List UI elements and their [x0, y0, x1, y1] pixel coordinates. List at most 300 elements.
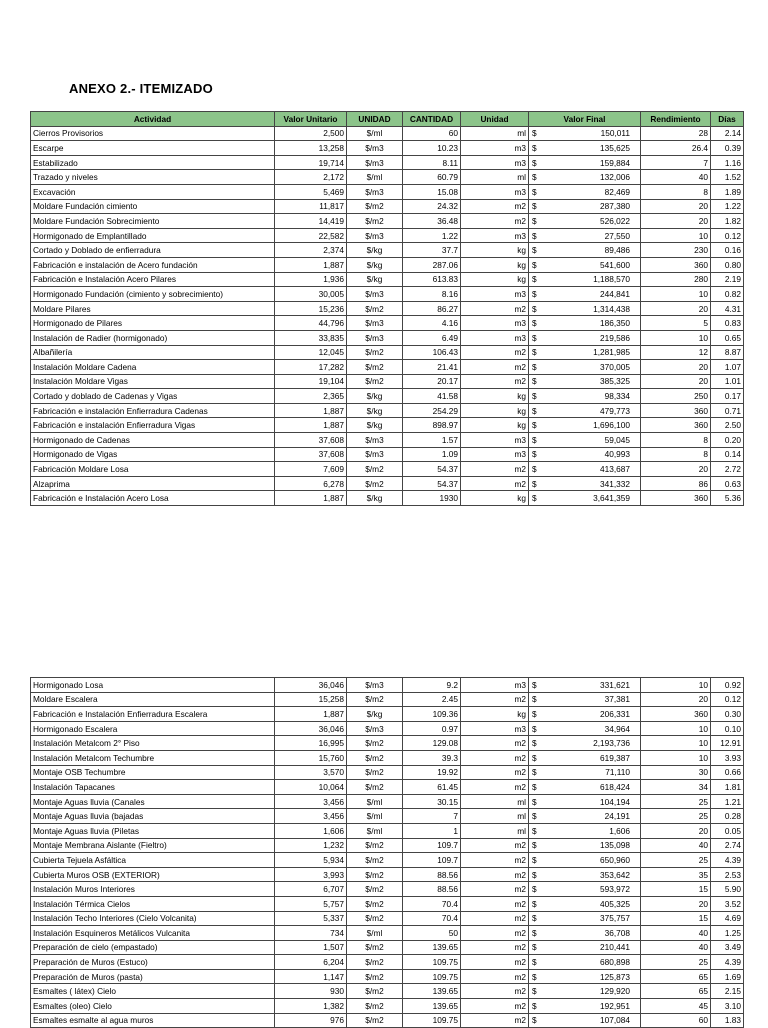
cell-dias: 1.22: [711, 199, 744, 214]
table-row: [31, 447, 744, 462]
cell-actividad: Hormigonado de Emplantillado: [31, 228, 275, 243]
cell-valor-unitario: 1,606: [275, 823, 347, 838]
cell-unidad: $/kg: [347, 707, 403, 722]
cell-unidad-2: kg: [461, 403, 529, 418]
table-row: [31, 721, 744, 736]
cell-dias: 3.49: [711, 940, 744, 955]
cell-cantidad: 109.75: [403, 1013, 461, 1028]
cell-cantidad: 10.23: [403, 141, 461, 156]
cell-unidad: $/m2: [347, 345, 403, 360]
table-body-2: [31, 678, 744, 1028]
table-row: [31, 184, 744, 199]
cell-currency: $: [529, 155, 540, 170]
cell-cantidad: 898.97: [403, 418, 461, 433]
cell-cantidad: 15.08: [403, 184, 461, 199]
cell-actividad: Preparación de Muros (Estuco): [31, 955, 275, 970]
cell-cantidad: 20.17: [403, 374, 461, 389]
cell-valor-unitario: 1,887: [275, 707, 347, 722]
cell-currency: $: [529, 403, 540, 418]
cell-cantidad: 54.37: [403, 476, 461, 491]
cell-valor-unitario: 1,887: [275, 418, 347, 433]
cell-cantidad: 60.79: [403, 170, 461, 185]
cell-cantidad: 37.7: [403, 243, 461, 258]
cell-currency: $: [529, 243, 540, 258]
cell-cantidad: 2.45: [403, 692, 461, 707]
cell-currency: $: [529, 707, 540, 722]
table-row: [31, 707, 744, 722]
cell-rendimiento: 15: [641, 882, 711, 897]
cell-actividad: Moldare Fundación Sobrecimiento: [31, 214, 275, 229]
cell-dias: 0.05: [711, 823, 744, 838]
cell-cantidad: 70.4: [403, 911, 461, 926]
cell-cantidad: 36.48: [403, 214, 461, 229]
cell-dias: 4.31: [711, 301, 744, 316]
cell-cantidad: 139.65: [403, 940, 461, 955]
cell-valor-final: 132,006: [540, 170, 641, 185]
cell-unidad-2: ml: [461, 126, 529, 141]
cell-rendimiento: 12: [641, 345, 711, 360]
cell-valor-unitario: 36,046: [275, 721, 347, 736]
cell-unidad: $/m2: [347, 940, 403, 955]
cell-valor-final: 1,188,570: [540, 272, 641, 287]
cell-unidad-2: kg: [461, 243, 529, 258]
cell-unidad-2: kg: [461, 389, 529, 404]
cell-unidad: $/kg: [347, 272, 403, 287]
cell-valor-unitario: 1,887: [275, 403, 347, 418]
cell-dias: 0.71: [711, 403, 744, 418]
cell-unidad: $/m2: [347, 374, 403, 389]
table-row: [31, 330, 744, 345]
cell-valor-final: 405,325: [540, 896, 641, 911]
cell-valor-final: 24,191: [540, 809, 641, 824]
cell-dias: 2.19: [711, 272, 744, 287]
cell-rendimiento: 20: [641, 301, 711, 316]
cell-currency: $: [529, 926, 540, 941]
cell-valor-unitario: 1,887: [275, 491, 347, 506]
cell-currency: $: [529, 447, 540, 462]
cell-unidad: $/m2: [347, 882, 403, 897]
cell-currency: $: [529, 170, 540, 185]
cell-dias: 0.39: [711, 141, 744, 156]
cell-actividad: Instalación Tapacanes: [31, 780, 275, 795]
cell-currency: $: [529, 809, 540, 824]
cell-rendimiento: 20: [641, 199, 711, 214]
cell-cantidad: 1: [403, 823, 461, 838]
table-row: [31, 969, 744, 984]
cell-cantidad: 24.32: [403, 199, 461, 214]
itemized-table-2: [30, 677, 744, 1028]
table-row: [31, 272, 744, 287]
cell-rendimiento: 40: [641, 940, 711, 955]
cell-valor-unitario: 1,507: [275, 940, 347, 955]
cell-dias: 1.25: [711, 926, 744, 941]
cell-unidad-2: m3: [461, 678, 529, 693]
cell-actividad: Fabricación e Instalación Enfierradura Escalera: [31, 707, 275, 722]
cell-unidad-2: m2: [461, 896, 529, 911]
cell-actividad: Montaje Aguas lluvia (Canales: [31, 794, 275, 809]
cell-valor-unitario: 1,147: [275, 969, 347, 984]
cell-cantidad: 88.56: [403, 882, 461, 897]
cell-actividad: Instalación Muros Interiores: [31, 882, 275, 897]
cell-dias: 3.93: [711, 750, 744, 765]
cell-cantidad: 129.08: [403, 736, 461, 751]
cell-dias: 1.07: [711, 360, 744, 375]
cell-dias: 5.90: [711, 882, 744, 897]
cell-rendimiento: 250: [641, 389, 711, 404]
cell-valor-final: 159,884: [540, 155, 641, 170]
cell-valor-unitario: 6,204: [275, 955, 347, 970]
cell-unidad-2: m3: [461, 330, 529, 345]
cell-unidad: $/m3: [347, 316, 403, 331]
header-valor-unitario: Valor Unitario: [275, 112, 347, 127]
cell-unidad-2: m2: [461, 882, 529, 897]
cell-dias: 1.83: [711, 1013, 744, 1028]
cell-dias: 2.72: [711, 462, 744, 477]
cell-rendimiento: 20: [641, 896, 711, 911]
cell-valor-final: 150,011: [540, 126, 641, 141]
cell-unidad: $/m2: [347, 984, 403, 999]
cell-valor-final: 135,098: [540, 838, 641, 853]
table-row: [31, 823, 744, 838]
cell-actividad: Instalación Térmica Cielos: [31, 896, 275, 911]
table-row: [31, 678, 744, 693]
table-row: [31, 476, 744, 491]
cell-currency: $: [529, 462, 540, 477]
table-row: [31, 433, 744, 448]
header-rendimiento: Rendimiento: [641, 112, 711, 127]
cell-unidad-2: m2: [461, 345, 529, 360]
cell-rendimiento: 20: [641, 462, 711, 477]
cell-cantidad: 19.92: [403, 765, 461, 780]
cell-unidad: $/m2: [347, 969, 403, 984]
table-row: [31, 491, 744, 506]
cell-dias: 2.74: [711, 838, 744, 853]
cell-unidad: $/m2: [347, 750, 403, 765]
cell-cantidad: 8.16: [403, 287, 461, 302]
table-row: [31, 940, 744, 955]
header-valor-final: Valor Final: [529, 112, 641, 127]
cell-valor-final: 593,972: [540, 882, 641, 897]
cell-dias: 0.10: [711, 721, 744, 736]
cell-dias: 0.12: [711, 228, 744, 243]
cell-dias: 0.83: [711, 316, 744, 331]
cell-valor-unitario: 22,582: [275, 228, 347, 243]
cell-valor-final: 34,964: [540, 721, 641, 736]
cell-actividad: Fabricación Moldare Losa: [31, 462, 275, 477]
cell-valor-unitario: 44,796: [275, 316, 347, 331]
cell-unidad-2: m2: [461, 838, 529, 853]
table-row: [31, 750, 744, 765]
cell-unidad: $/m2: [347, 780, 403, 795]
cell-rendimiento: 10: [641, 736, 711, 751]
cell-dias: 0.16: [711, 243, 744, 258]
cell-valor-unitario: 6,278: [275, 476, 347, 491]
cell-currency: $: [529, 199, 540, 214]
table-row: [31, 926, 744, 941]
cell-dias: 0.20: [711, 433, 744, 448]
cell-valor-unitario: 37,608: [275, 433, 347, 448]
cell-rendimiento: 360: [641, 491, 711, 506]
cell-rendimiento: 8: [641, 447, 711, 462]
cell-currency: $: [529, 330, 540, 345]
cell-actividad: Fabricación e instalación Enfierradura Cadenas: [31, 403, 275, 418]
cell-dias: 0.28: [711, 809, 744, 824]
table-row: [31, 389, 744, 404]
cell-rendimiento: 60: [641, 1013, 711, 1028]
cell-currency: $: [529, 228, 540, 243]
cell-valor-final: 541,600: [540, 257, 641, 272]
cell-unidad-2: ml: [461, 170, 529, 185]
cell-currency: $: [529, 867, 540, 882]
cell-rendimiento: 360: [641, 707, 711, 722]
cell-cantidad: 109.36: [403, 707, 461, 722]
cell-actividad: Fabricación e Instalación Acero Pilares: [31, 272, 275, 287]
cell-unidad: $/m3: [347, 228, 403, 243]
cell-cantidad: 109.75: [403, 969, 461, 984]
cell-cantidad: 41.58: [403, 389, 461, 404]
table-row: [31, 780, 744, 795]
cell-valor-final: 618,424: [540, 780, 641, 795]
cell-unidad-2: m3: [461, 155, 529, 170]
cell-actividad: Montaje Aguas lluvia (Piletas: [31, 823, 275, 838]
cell-valor-final: 526,022: [540, 214, 641, 229]
cell-unidad: $/m3: [347, 447, 403, 462]
cell-unidad-2: m2: [461, 374, 529, 389]
cell-currency: $: [529, 345, 540, 360]
cell-unidad-2: m2: [461, 360, 529, 375]
cell-cantidad: 139.65: [403, 999, 461, 1014]
cell-actividad: Hormigonado Escalera: [31, 721, 275, 736]
cell-valor-final: 370,005: [540, 360, 641, 375]
header-cantidad: CANTIDAD: [403, 112, 461, 127]
cell-cantidad: 109.7: [403, 838, 461, 853]
cell-valor-unitario: 19,104: [275, 374, 347, 389]
cell-valor-unitario: 10,064: [275, 780, 347, 795]
cell-rendimiento: 8: [641, 184, 711, 199]
cell-valor-unitario: 15,258: [275, 692, 347, 707]
cell-unidad-2: m2: [461, 780, 529, 795]
cell-dias: 2.50: [711, 418, 744, 433]
cell-valor-final: 375,757: [540, 911, 641, 926]
page-title: ANEXO 2.- ITEMIZADO: [69, 81, 213, 96]
cell-unidad: $/m3: [347, 141, 403, 156]
cell-unidad: $/m3: [347, 330, 403, 345]
cell-unidad: $/m2: [347, 199, 403, 214]
cell-valor-final: 619,387: [540, 750, 641, 765]
cell-unidad-2: m3: [461, 447, 529, 462]
cell-cantidad: 613.83: [403, 272, 461, 287]
cell-rendimiento: 25: [641, 853, 711, 868]
cell-actividad: Hormigonado de Pilares: [31, 316, 275, 331]
cell-valor-final: 1,314,438: [540, 301, 641, 316]
cell-actividad: Montaje OSB Techumbre: [31, 765, 275, 780]
cell-unidad: $/ml: [347, 926, 403, 941]
cell-unidad-2: m2: [461, 999, 529, 1014]
cell-dias: 0.14: [711, 447, 744, 462]
table-row: [31, 867, 744, 882]
table-row: [31, 999, 744, 1014]
cell-currency: $: [529, 287, 540, 302]
cell-dias: 4.39: [711, 955, 744, 970]
cell-valor-final: 36,708: [540, 926, 641, 941]
cell-unidad-2: m2: [461, 867, 529, 882]
cell-actividad: Fabricación e Instalación Acero Losa: [31, 491, 275, 506]
table-row: [31, 955, 744, 970]
table-row: [31, 896, 744, 911]
cell-rendimiento: 65: [641, 984, 711, 999]
cell-cantidad: 0.97: [403, 721, 461, 736]
cell-cantidad: 139.65: [403, 984, 461, 999]
cell-rendimiento: 230: [641, 243, 711, 258]
cell-rendimiento: 7: [641, 155, 711, 170]
cell-dias: 0.80: [711, 257, 744, 272]
table-header-row: [31, 112, 744, 127]
cell-rendimiento: 20: [641, 823, 711, 838]
cell-unidad-2: kg: [461, 418, 529, 433]
cell-rendimiento: 10: [641, 750, 711, 765]
cell-unidad: $/m2: [347, 462, 403, 477]
cell-cantidad: 86.27: [403, 301, 461, 316]
cell-cantidad: 21.41: [403, 360, 461, 375]
cell-valor-final: 2,193,736: [540, 736, 641, 751]
cell-unidad-2: ml: [461, 823, 529, 838]
table-row: [31, 199, 744, 214]
cell-unidad-2: m2: [461, 301, 529, 316]
cell-cantidad: 1.57: [403, 433, 461, 448]
cell-valor-unitario: 30,005: [275, 287, 347, 302]
cell-unidad: $/m2: [347, 911, 403, 926]
cell-valor-unitario: 734: [275, 926, 347, 941]
cell-valor-final: 287,380: [540, 199, 641, 214]
cell-valor-final: 27,550: [540, 228, 641, 243]
cell-unidad: $/ml: [347, 126, 403, 141]
cell-valor-final: 219,586: [540, 330, 641, 345]
cell-rendimiento: 10: [641, 721, 711, 736]
cell-currency: $: [529, 389, 540, 404]
cell-unidad-2: ml: [461, 794, 529, 809]
cell-rendimiento: 280: [641, 272, 711, 287]
cell-cantidad: 39.3: [403, 750, 461, 765]
table-row: [31, 228, 744, 243]
cell-unidad: $/m2: [347, 853, 403, 868]
cell-actividad: Instalación de Radier (hormigonado): [31, 330, 275, 345]
cell-actividad: Esmaltes (oleo) Cielo: [31, 999, 275, 1014]
cell-valor-final: 353,642: [540, 867, 641, 882]
cell-actividad: Instalación Esquineros Metálicos Vulcanita: [31, 926, 275, 941]
cell-valor-final: 3,641,359: [540, 491, 641, 506]
cell-rendimiento: 360: [641, 403, 711, 418]
cell-rendimiento: 10: [641, 330, 711, 345]
cell-rendimiento: 86: [641, 476, 711, 491]
cell-valor-unitario: 3,570: [275, 765, 347, 780]
cell-valor-final: 385,325: [540, 374, 641, 389]
cell-unidad: $/m3: [347, 433, 403, 448]
cell-unidad: $/m2: [347, 867, 403, 882]
cell-dias: 2.15: [711, 984, 744, 999]
cell-valor-final: 413,687: [540, 462, 641, 477]
cell-dias: 2.14: [711, 126, 744, 141]
cell-currency: $: [529, 838, 540, 853]
cell-unidad-2: m2: [461, 955, 529, 970]
cell-dias: 0.63: [711, 476, 744, 491]
cell-actividad: Cierros Provisorios: [31, 126, 275, 141]
cell-currency: $: [529, 678, 540, 693]
cell-rendimiento: 40: [641, 838, 711, 853]
cell-cantidad: 88.56: [403, 867, 461, 882]
cell-valor-unitario: 33,835: [275, 330, 347, 345]
cell-dias: 1.81: [711, 780, 744, 795]
cell-currency: $: [529, 692, 540, 707]
cell-unidad: $/kg: [347, 403, 403, 418]
cell-unidad-2: m2: [461, 853, 529, 868]
cell-valor-final: 40,993: [540, 447, 641, 462]
cell-unidad: $/m2: [347, 214, 403, 229]
cell-rendimiento: 5: [641, 316, 711, 331]
cell-unidad: $/m2: [347, 838, 403, 853]
cell-actividad: Trazado y niveles: [31, 170, 275, 185]
cell-unidad: $/kg: [347, 418, 403, 433]
cell-actividad: Instalación Metalcom 2° Piso: [31, 736, 275, 751]
cell-rendimiento: 360: [641, 418, 711, 433]
table-row: [31, 853, 744, 868]
cell-dias: 3.10: [711, 999, 744, 1014]
cell-unidad-2: m2: [461, 765, 529, 780]
table-row: [31, 345, 744, 360]
cell-rendimiento: 45: [641, 999, 711, 1014]
table-row: [31, 287, 744, 302]
header-actividad: Actividad: [31, 112, 275, 127]
table-row: [31, 316, 744, 331]
cell-valor-final: 244,841: [540, 287, 641, 302]
cell-actividad: Excavación: [31, 184, 275, 199]
cell-unidad: $/ml: [347, 794, 403, 809]
cell-unidad-2: m2: [461, 1013, 529, 1028]
cell-valor-unitario: 7,609: [275, 462, 347, 477]
cell-actividad: Esmaltes ( látex) Cielo: [31, 984, 275, 999]
cell-currency: $: [529, 214, 540, 229]
cell-actividad: Hormigonado Fundación (cimiento y sobrecimiento): [31, 287, 275, 302]
table-row: [31, 692, 744, 707]
cell-rendimiento: 360: [641, 257, 711, 272]
cell-dias: 4.69: [711, 911, 744, 926]
table-row: [31, 301, 744, 316]
cell-actividad: Estabilizado: [31, 155, 275, 170]
cell-cantidad: 70.4: [403, 896, 461, 911]
cell-valor-final: 71,110: [540, 765, 641, 780]
table-row: [31, 141, 744, 156]
cell-rendimiento: 25: [641, 955, 711, 970]
cell-unidad-2: m2: [461, 750, 529, 765]
cell-valor-unitario: 2,374: [275, 243, 347, 258]
table-row: [31, 170, 744, 185]
cell-dias: 1.89: [711, 184, 744, 199]
cell-unidad-2: kg: [461, 257, 529, 272]
cell-unidad-2: m3: [461, 228, 529, 243]
cell-valor-unitario: 930: [275, 984, 347, 999]
cell-currency: $: [529, 433, 540, 448]
cell-unidad: $/ml: [347, 823, 403, 838]
cell-valor-final: 186,350: [540, 316, 641, 331]
cell-actividad: Instalación Moldare Cadena: [31, 360, 275, 375]
cell-actividad: Instalación Techo Interiores (Cielo Volcanita): [31, 911, 275, 926]
cell-valor-unitario: 3,456: [275, 809, 347, 824]
cell-actividad: Montaje Membrana Aislante (Fieltro): [31, 838, 275, 853]
cell-currency: $: [529, 882, 540, 897]
cell-rendimiento: 10: [641, 678, 711, 693]
cell-valor-unitario: 3,456: [275, 794, 347, 809]
cell-cantidad: 7: [403, 809, 461, 824]
cell-currency: $: [529, 418, 540, 433]
